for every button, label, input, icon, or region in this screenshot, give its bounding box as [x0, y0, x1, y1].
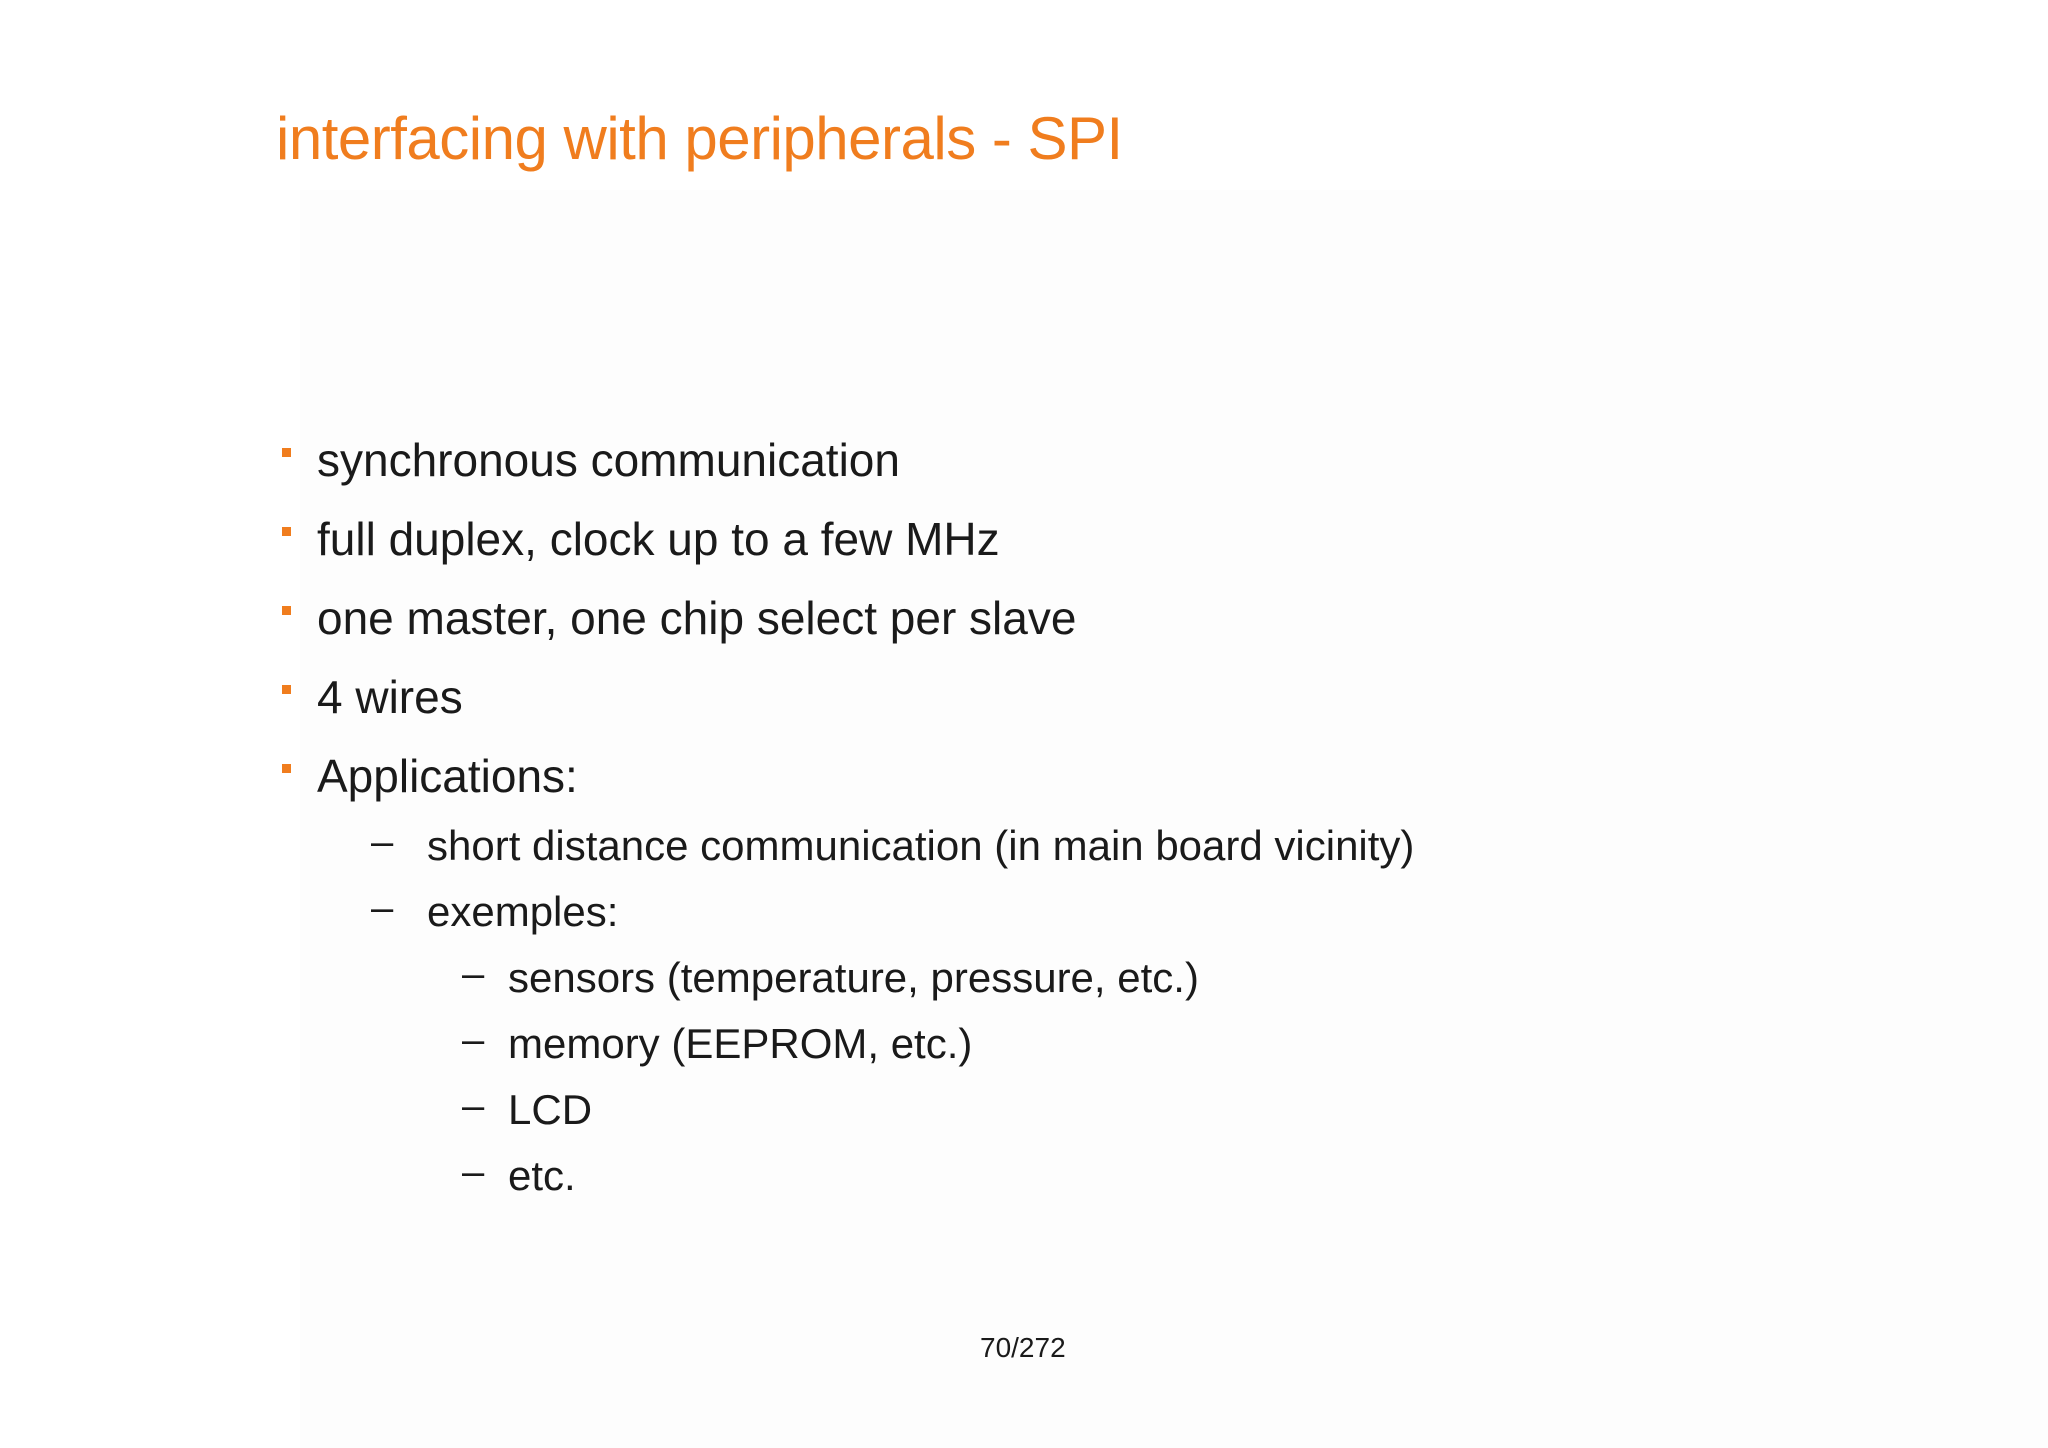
- sub-sub-bullet-item: [462, 952, 1199, 1004]
- dash-bullet-icon: –: [462, 1084, 485, 1128]
- square-bullet-icon: [282, 685, 291, 694]
- bullet-text: Applications:: [317, 750, 578, 802]
- bullet-text: one master, one chip select per slave: [317, 592, 1077, 644]
- square-bullet-icon: [282, 448, 291, 457]
- page-number: 70/272: [980, 1332, 1066, 1363]
- bullet-item: [317, 669, 463, 725]
- dash-bullet-icon: –: [462, 1150, 485, 1194]
- sub-bullet-text: exemples:: [427, 888, 619, 935]
- sub-sub-bullet-text: sensors (temperature, pressure, etc.): [508, 954, 1199, 1001]
- bullet-item: [317, 748, 578, 804]
- sub-sub-bullet-text: memory (EEPROM, etc.): [508, 1020, 973, 1067]
- bullet-text: 4 wires: [317, 671, 463, 723]
- bullet-item: [317, 432, 900, 488]
- dash-bullet-icon: –: [462, 1018, 485, 1062]
- square-bullet-icon: [282, 764, 291, 773]
- bullet-text: synchronous communication: [317, 434, 900, 486]
- sub-sub-bullet-item: [462, 1084, 593, 1136]
- sub-sub-bullet-text: etc.: [508, 1152, 576, 1199]
- bullet-item: [317, 511, 1000, 567]
- sub-sub-bullet-item: [462, 1018, 973, 1070]
- bullet-item: [317, 590, 1076, 646]
- sub-sub-bullet-text: LCD: [508, 1086, 593, 1133]
- dash-bullet-icon: –: [371, 820, 394, 864]
- sub-bullet-text: short distance communication (in main board vicinity): [427, 822, 1415, 869]
- sub-sub-bullet-item: [462, 1150, 576, 1202]
- sub-bullet-item: [371, 820, 1415, 872]
- dash-bullet-icon: –: [371, 886, 394, 930]
- sub-bullet-item: [371, 886, 619, 938]
- bullet-text: full duplex, clock up to a few MHz: [317, 513, 1000, 565]
- dash-bullet-icon: –: [462, 952, 485, 996]
- square-bullet-icon: [282, 606, 291, 615]
- square-bullet-icon: [282, 527, 291, 536]
- slide-title: interfacing with peripherals - SPI: [276, 105, 1123, 172]
